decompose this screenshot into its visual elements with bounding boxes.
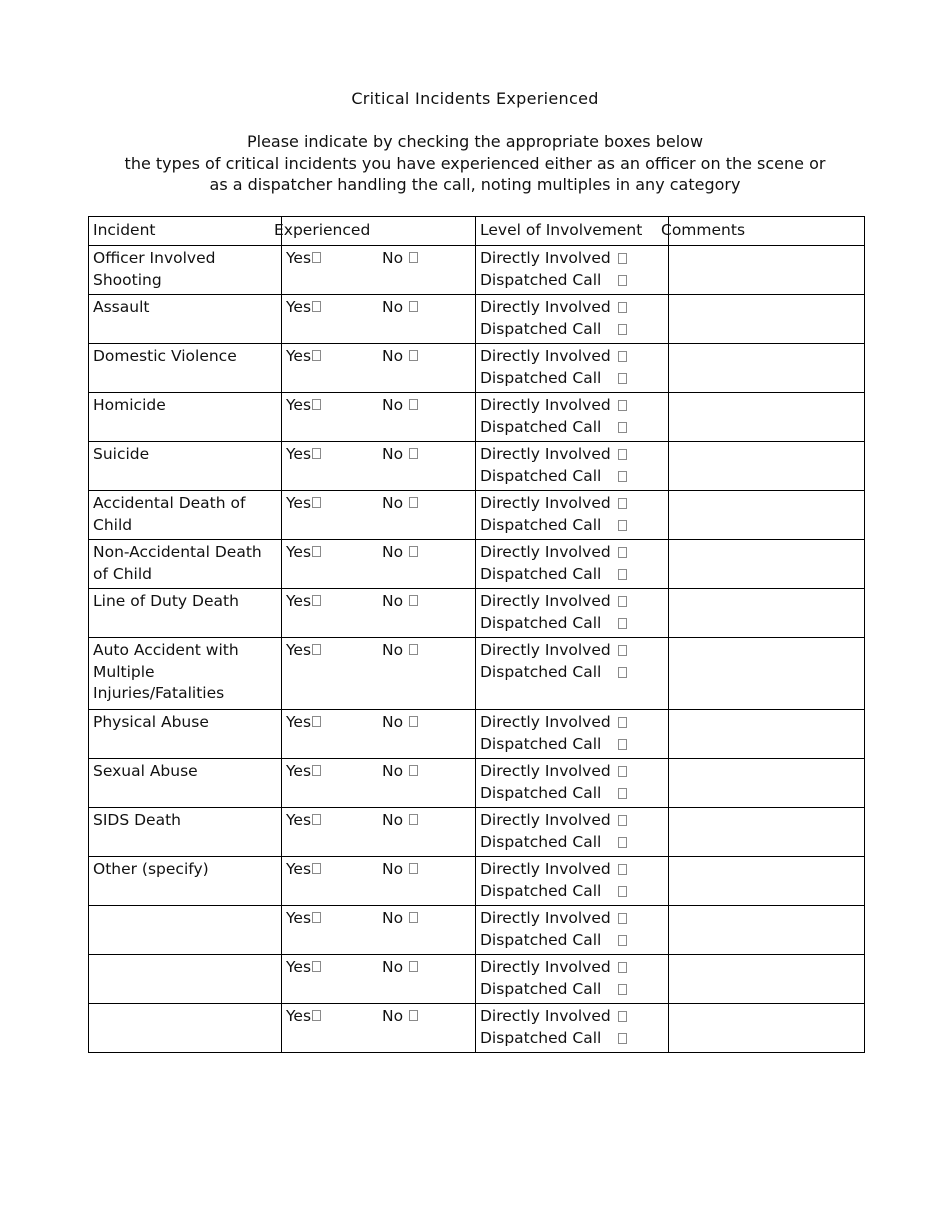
no-checkbox[interactable]: [409, 252, 418, 263]
no-checkbox[interactable]: [409, 644, 418, 655]
incident-cell: [89, 246, 282, 295]
no-label: No: [382, 445, 404, 463]
no-option: [382, 248, 418, 270]
comments-cell[interactable]: [669, 589, 865, 638]
dispatched-call-option: [480, 515, 664, 537]
header-comments: [661, 217, 865, 246]
incident-label: Non-Accidental Death of Child: [93, 543, 262, 583]
yes-checkbox[interactable]: [312, 399, 321, 410]
directly-involved-label: Directly Involved: [480, 762, 611, 780]
comments-cell[interactable]: [669, 491, 865, 540]
directly-involved-label: Directly Involved: [480, 909, 611, 927]
dispatched-call-option: [480, 930, 664, 952]
yes-checkbox[interactable]: [312, 301, 321, 312]
no-label: No: [382, 958, 404, 976]
dispatched-call-label: Dispatched Call: [480, 734, 602, 753]
directly-involved-checkbox[interactable]: [618, 717, 627, 728]
level-of-involvement-cell: [476, 442, 669, 491]
dispatched-call-label: Dispatched Call: [480, 368, 602, 387]
directly-involved-option: [480, 395, 664, 417]
directly-involved-checkbox[interactable]: [618, 913, 627, 924]
incident-label: Suicide: [93, 445, 150, 463]
experienced-cell: [282, 589, 476, 638]
table-row: [89, 344, 865, 393]
directly-involved-label: Directly Involved: [480, 641, 611, 659]
no-label: No: [382, 811, 404, 829]
dispatched-call-option: [480, 466, 664, 488]
no-label: No: [382, 347, 404, 365]
no-label: No: [382, 1007, 404, 1025]
directly-involved-checkbox[interactable]: [618, 962, 627, 973]
directly-involved-label: Directly Involved: [480, 1007, 611, 1025]
yes-checkbox[interactable]: [312, 644, 321, 655]
incident-label: Physical Abuse: [93, 713, 209, 731]
yes-label: Yes: [286, 396, 312, 414]
directly-involved-checkbox[interactable]: [618, 400, 627, 411]
comments-cell[interactable]: [669, 1004, 865, 1053]
incident-label: Line of Duty Death: [93, 592, 239, 610]
dispatched-call-label: Dispatched Call: [480, 417, 602, 436]
yes-label: Yes: [286, 347, 312, 365]
no-label: No: [382, 909, 404, 927]
incident-cell: [89, 638, 282, 710]
directly-involved-checkbox[interactable]: [618, 253, 627, 264]
dispatched-call-option: [480, 613, 664, 635]
yes-option: [286, 810, 382, 832]
incident-cell: [89, 540, 282, 589]
comments-cell[interactable]: [669, 638, 865, 710]
incident-cell: [89, 906, 282, 955]
yes-label: Yes: [286, 592, 312, 610]
incident-cell: [89, 344, 282, 393]
directly-involved-label: Directly Involved: [480, 958, 611, 976]
dispatched-call-label: Dispatched Call: [480, 783, 602, 802]
table-row: [89, 246, 865, 295]
yes-label: Yes: [286, 249, 312, 267]
level-of-involvement-cell: [476, 589, 669, 638]
directly-involved-checkbox[interactable]: [618, 547, 627, 558]
incident-label: Assault: [93, 298, 150, 316]
incident-label: Domestic Violence: [93, 347, 237, 365]
no-label: No: [382, 298, 404, 316]
dispatched-call-checkbox[interactable]: [618, 324, 627, 335]
yes-label: Yes: [286, 1007, 312, 1025]
yes-option: [286, 908, 382, 930]
comments-cell[interactable]: [669, 540, 865, 589]
no-option: [382, 346, 418, 368]
incident-cell: [89, 759, 282, 808]
incident-label: Homicide: [93, 396, 166, 414]
no-option: [382, 493, 418, 515]
dispatched-call-option: [480, 979, 664, 1001]
level-of-involvement-cell: [476, 491, 669, 540]
directly-involved-option: [480, 908, 664, 930]
directly-involved-label: Directly Involved: [480, 811, 611, 829]
incident-cell: [89, 955, 282, 1004]
yes-option: [286, 859, 382, 881]
yes-option: [286, 297, 382, 319]
comments-cell[interactable]: [669, 759, 865, 808]
yes-option: [286, 640, 382, 662]
directly-involved-checkbox[interactable]: [618, 351, 627, 362]
dispatched-call-label: Dispatched Call: [480, 662, 602, 681]
header-row: [89, 217, 865, 246]
no-checkbox[interactable]: [409, 912, 418, 923]
dispatched-call-option: [480, 270, 664, 292]
directly-involved-label: Directly Involved: [480, 494, 611, 512]
experienced-cell: [282, 906, 476, 955]
incident-label: Sexual Abuse: [93, 762, 198, 780]
dispatched-call-checkbox[interactable]: [618, 422, 627, 433]
table-row: [89, 906, 865, 955]
dispatched-call-checkbox[interactable]: [618, 618, 627, 629]
no-checkbox[interactable]: [409, 765, 418, 776]
no-checkbox[interactable]: [409, 961, 418, 972]
table-row: [89, 710, 865, 759]
comments-cell[interactable]: [669, 955, 865, 1004]
dispatched-call-label: Dispatched Call: [480, 270, 602, 289]
dispatched-call-option: [480, 662, 664, 684]
directly-involved-label: Directly Involved: [480, 543, 611, 561]
yes-label: Yes: [286, 713, 312, 731]
yes-checkbox[interactable]: [312, 546, 321, 557]
table-body: [89, 246, 865, 1053]
comments-cell[interactable]: [669, 393, 865, 442]
yes-checkbox[interactable]: [312, 350, 321, 361]
experienced-cell: [282, 295, 476, 344]
instruction-line-3: as a dispatcher handling the call, noting multiples in any category: [209, 175, 741, 194]
no-option: [382, 957, 418, 979]
dispatched-call-label: Dispatched Call: [480, 1028, 602, 1047]
experienced-cell: [282, 759, 476, 808]
table-row: [89, 589, 865, 638]
table-row: [89, 759, 865, 808]
comments-cell[interactable]: [669, 906, 865, 955]
header-experienced: [274, 217, 476, 246]
experienced-cell: [282, 808, 476, 857]
yes-label: Yes: [286, 811, 312, 829]
dispatched-call-checkbox[interactable]: [618, 1033, 627, 1044]
yes-checkbox[interactable]: [312, 448, 321, 459]
dispatched-call-option: [480, 319, 664, 341]
table-row: [89, 393, 865, 442]
yes-label: Yes: [286, 958, 312, 976]
dispatched-call-label: Dispatched Call: [480, 832, 602, 851]
yes-label: Yes: [286, 762, 312, 780]
directly-involved-checkbox[interactable]: [618, 645, 627, 656]
directly-involved-label: Directly Involved: [480, 396, 611, 414]
no-checkbox[interactable]: [409, 399, 418, 410]
yes-checkbox[interactable]: [312, 595, 321, 606]
dispatched-call-checkbox[interactable]: [618, 788, 627, 799]
yes-option: [286, 444, 382, 466]
experienced-cell: [282, 857, 476, 906]
no-label: No: [382, 713, 404, 731]
no-option: [382, 640, 418, 662]
dispatched-call-label: Dispatched Call: [480, 979, 602, 998]
header-level-of-involvement: Level of Involvement: [476, 217, 669, 246]
directly-involved-option: [480, 1006, 664, 1028]
directly-involved-checkbox[interactable]: [618, 766, 627, 777]
comments-cell[interactable]: [669, 857, 865, 906]
level-of-involvement-cell: [476, 295, 669, 344]
dispatched-call-label: Dispatched Call: [480, 515, 602, 534]
no-label: No: [382, 543, 404, 561]
yes-label: Yes: [286, 494, 312, 512]
yes-label: Yes: [286, 909, 312, 927]
directly-involved-checkbox[interactable]: [618, 449, 627, 460]
incident-cell: [89, 393, 282, 442]
no-checkbox[interactable]: [409, 814, 418, 825]
critical-incidents-table: [88, 216, 865, 1053]
dispatched-call-checkbox[interactable]: [618, 984, 627, 995]
experienced-cell: [282, 442, 476, 491]
directly-involved-label: Directly Involved: [480, 713, 611, 731]
no-option: [382, 761, 418, 783]
dispatched-call-option: [480, 832, 664, 854]
directly-involved-option: [480, 542, 664, 564]
yes-option: [286, 761, 382, 783]
no-checkbox[interactable]: [409, 546, 418, 557]
yes-label: Yes: [286, 445, 312, 463]
dispatched-call-option: [480, 368, 664, 390]
directly-involved-option: [480, 346, 664, 368]
page-title: Critical Incidents Experienced: [351, 89, 599, 108]
dispatched-call-option: [480, 783, 664, 805]
yes-checkbox[interactable]: [312, 912, 321, 923]
yes-checkbox[interactable]: [312, 497, 321, 508]
directly-involved-option: [480, 810, 664, 832]
yes-label: Yes: [286, 860, 312, 878]
incident-cell: [89, 857, 282, 906]
no-option: [382, 810, 418, 832]
directly-involved-option: [480, 957, 664, 979]
directly-involved-label: Directly Involved: [480, 592, 611, 610]
yes-checkbox[interactable]: [312, 1010, 321, 1021]
yes-option: [286, 248, 382, 270]
level-of-involvement-cell: [476, 759, 669, 808]
directly-involved-option: [480, 444, 664, 466]
directly-involved-label: Directly Involved: [480, 298, 611, 316]
directly-involved-option: [480, 640, 664, 662]
no-checkbox[interactable]: [409, 301, 418, 312]
dispatched-call-checkbox[interactable]: [618, 739, 627, 750]
dispatched-call-option: [480, 417, 664, 439]
dispatched-call-option: [480, 564, 664, 586]
no-checkbox[interactable]: [409, 716, 418, 727]
dispatched-call-label: Dispatched Call: [480, 466, 602, 485]
yes-checkbox[interactable]: [312, 252, 321, 263]
instruction-line-1: Please indicate by checking the appropriate boxes below: [246, 132, 704, 151]
dispatched-call-option: [480, 734, 664, 756]
no-checkbox[interactable]: [409, 448, 418, 459]
table-row: [89, 540, 865, 589]
table-row: [89, 955, 865, 1004]
yes-checkbox[interactable]: [312, 961, 321, 972]
yes-checkbox[interactable]: [312, 814, 321, 825]
level-of-involvement-cell: [476, 955, 669, 1004]
incident-label: Accidental Death of Child: [93, 494, 246, 534]
directly-involved-checkbox[interactable]: [618, 596, 627, 607]
yes-option: [286, 1006, 382, 1028]
directly-involved-option: [480, 248, 664, 270]
level-of-involvement-cell: [476, 1004, 669, 1053]
experienced-cell: [282, 955, 476, 1004]
directly-involved-label: Directly Involved: [480, 347, 611, 365]
incident-cell: [89, 589, 282, 638]
incident-label: Other (specify): [93, 860, 209, 878]
no-checkbox[interactable]: [409, 863, 418, 874]
incident-cell: [89, 1004, 282, 1053]
experienced-cell: [282, 246, 476, 295]
incident-label: SIDS Death: [93, 811, 181, 829]
table-row: [89, 442, 865, 491]
yes-option: [286, 493, 382, 515]
level-of-involvement-cell: [476, 246, 669, 295]
no-option: [382, 395, 418, 417]
no-option: [382, 908, 418, 930]
level-of-involvement-cell: [476, 540, 669, 589]
yes-label: Yes: [286, 641, 312, 659]
directly-involved-checkbox[interactable]: [618, 498, 627, 509]
dispatched-call-option: [480, 1028, 664, 1050]
yes-option: [286, 395, 382, 417]
level-of-involvement-cell: [476, 808, 669, 857]
directly-involved-option: [480, 712, 664, 734]
no-checkbox[interactable]: [409, 497, 418, 508]
directly-involved-option: [480, 493, 664, 515]
dispatched-call-checkbox[interactable]: [618, 837, 627, 848]
table-row: [89, 295, 865, 344]
dispatched-call-checkbox[interactable]: [618, 471, 627, 482]
experienced-cell: [282, 540, 476, 589]
experienced-cell: [282, 638, 476, 710]
table-row: [89, 638, 865, 710]
instructions: [0, 131, 950, 196]
no-option: [382, 444, 418, 466]
no-option: [382, 1006, 418, 1028]
no-label: No: [382, 762, 404, 780]
incident-label: Officer Involved Shooting: [93, 249, 216, 289]
directly-involved-checkbox[interactable]: [618, 302, 627, 313]
no-label: No: [382, 249, 404, 267]
no-label: No: [382, 494, 404, 512]
incident-label: Auto Accident with Multiple Injuries/Fatalities: [93, 641, 239, 702]
comments-cell[interactable]: [669, 246, 865, 295]
dispatched-call-checkbox[interactable]: [618, 886, 627, 897]
yes-checkbox[interactable]: [312, 863, 321, 874]
level-of-involvement-cell: [476, 710, 669, 759]
directly-involved-option: [480, 859, 664, 881]
header-incident: Incident: [89, 217, 282, 246]
yes-label: Yes: [286, 298, 312, 316]
dispatched-call-label: Dispatched Call: [480, 319, 602, 338]
no-option: [382, 591, 418, 613]
table-row: [89, 491, 865, 540]
directly-involved-label: Directly Involved: [480, 249, 611, 267]
incident-cell: [89, 710, 282, 759]
yes-option: [286, 346, 382, 368]
level-of-involvement-cell: [476, 906, 669, 955]
dispatched-call-checkbox[interactable]: [618, 667, 627, 678]
experienced-cell: [282, 491, 476, 540]
yes-checkbox[interactable]: [312, 716, 321, 727]
incident-cell: [89, 808, 282, 857]
level-of-involvement-cell: [476, 638, 669, 710]
no-option: [382, 712, 418, 734]
comments-cell[interactable]: [669, 442, 865, 491]
yes-option: [286, 542, 382, 564]
table-row: [89, 808, 865, 857]
yes-option: [286, 591, 382, 613]
yes-checkbox[interactable]: [312, 765, 321, 776]
dispatched-call-option: [480, 881, 664, 903]
header-experienced-label: Experienced: [274, 221, 371, 239]
directly-involved-label: Directly Involved: [480, 860, 611, 878]
directly-involved-checkbox[interactable]: [618, 1011, 627, 1022]
no-label: No: [382, 396, 404, 414]
experienced-cell: [282, 344, 476, 393]
incident-cell: [89, 491, 282, 540]
incident-cell: [89, 295, 282, 344]
yes-label: Yes: [286, 543, 312, 561]
directly-involved-label: Directly Involved: [480, 445, 611, 463]
no-option: [382, 542, 418, 564]
directly-involved-checkbox[interactable]: [618, 815, 627, 826]
no-label: No: [382, 860, 404, 878]
dispatched-call-checkbox[interactable]: [618, 520, 627, 531]
level-of-involvement-cell: [476, 344, 669, 393]
dispatched-call-label: Dispatched Call: [480, 881, 602, 900]
header-comments-label: Comments: [661, 221, 746, 239]
directly-involved-checkbox[interactable]: [618, 864, 627, 875]
no-label: No: [382, 641, 404, 659]
level-of-involvement-cell: [476, 857, 669, 906]
no-checkbox[interactable]: [409, 1010, 418, 1021]
comments-cell[interactable]: [669, 808, 865, 857]
no-checkbox[interactable]: [409, 350, 418, 361]
no-label: No: [382, 592, 404, 610]
experienced-cell: [282, 710, 476, 759]
dispatched-call-checkbox[interactable]: [618, 275, 627, 286]
no-option: [382, 297, 418, 319]
no-checkbox[interactable]: [409, 595, 418, 606]
no-option: [382, 859, 418, 881]
directly-involved-option: [480, 591, 664, 613]
dispatched-call-checkbox[interactable]: [618, 935, 627, 946]
dispatched-call-checkbox[interactable]: [618, 569, 627, 580]
dispatched-call-checkbox[interactable]: [618, 373, 627, 384]
yes-option: [286, 957, 382, 979]
experienced-cell: [282, 393, 476, 442]
table-row: [89, 1004, 865, 1053]
directly-involved-option: [480, 761, 664, 783]
yes-option: [286, 712, 382, 734]
dispatched-call-label: Dispatched Call: [480, 613, 602, 632]
dispatched-call-label: Dispatched Call: [480, 564, 602, 583]
comments-cell[interactable]: [669, 710, 865, 759]
comments-cell[interactable]: [669, 295, 865, 344]
table-row: [89, 857, 865, 906]
incident-cell: [89, 442, 282, 491]
dispatched-call-label: Dispatched Call: [480, 930, 602, 949]
instruction-line-2: the types of critical incidents you have experienced either as an officer on the scene or: [124, 153, 826, 173]
directly-involved-option: [480, 297, 664, 319]
experienced-cell: [282, 1004, 476, 1053]
level-of-involvement-cell: [476, 393, 669, 442]
comments-cell[interactable]: [669, 344, 865, 393]
